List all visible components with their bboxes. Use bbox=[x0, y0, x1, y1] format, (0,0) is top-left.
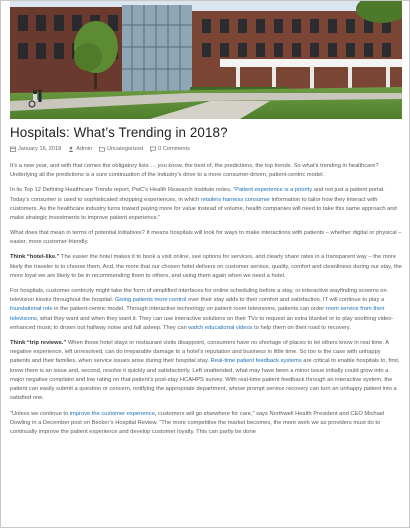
user-icon bbox=[68, 146, 74, 152]
paragraph-text: in the patient-centric model. Through interactive technology on patient room televisions, patients can order bbox=[52, 306, 326, 313]
paragraph-text: and not just a patient portal. Today’s consumer is used to sophisticated shopping experiences, in which bbox=[10, 187, 385, 203]
inline-link[interactable]: foundational role bbox=[10, 306, 53, 313]
inline-link[interactable]: Giving patients more control bbox=[114, 297, 187, 304]
post-date bbox=[10, 146, 61, 152]
section-lead: Think “hotel-like.” bbox=[10, 254, 60, 261]
calendar-icon bbox=[10, 146, 16, 152]
article-paragraph bbox=[10, 229, 402, 248]
paragraph-text: “Unless we continue to bbox=[10, 410, 70, 417]
article-paragraph bbox=[10, 339, 402, 404]
paragraph-text: , customers will go elsewhere for care,” says Northwell Health President and CEO Michael Dowling in a December post on Becker’s Hospital Review. “The more competitive the market becomes, the more work we as providers must do to continually improve the patient experience and develop customer loyalty. This can partly be done bbox=[10, 410, 385, 436]
hero-image bbox=[10, 1, 402, 119]
article-paragraph bbox=[10, 186, 402, 223]
paragraph-text: When those hotel stays or restaurant visits disappoint, consumers have no shortage of places to let others know in real time. A negative experience, left unresolved, can do irreparable damage to a hotel’s reputation and business in little time. So too is the case with unhappy patients and their families, when service issues arise during their hospital stay. bbox=[10, 339, 389, 365]
post-meta bbox=[10, 146, 197, 152]
article-paragraph bbox=[10, 287, 402, 333]
paragraph-text: In its Top 12 Defining Healthcare Trends report, PwC’s Health Research Institute notes, “ bbox=[10, 187, 236, 194]
paragraph-text: The easier the hotel makes it to book a visit online, see options for services, and clearly share rates in a transparent way – the more likely the traveler is to choose them. And, the more that our chosen hotel delivers on customer service, quality, comfort and cleanliness during our stay, the more loyal we are likely to be in recommending them to others, and using them again when we need a hotel. bbox=[10, 254, 402, 279]
post-category[interactable] bbox=[99, 146, 143, 152]
inline-link[interactable]: improve the customer experience bbox=[69, 410, 155, 417]
paragraph-text: to help them on their road to recovery. bbox=[252, 324, 351, 331]
article-body bbox=[10, 162, 402, 443]
comment-icon bbox=[150, 146, 156, 152]
article-title: Hospitals: What’s Trending in 2018? bbox=[10, 125, 228, 140]
paragraph-text: What does that mean in terms of potential initiatives? It means hospitals will look for ways to make interactions with patients – whether digital or physical – easier, more customer-friendly. bbox=[10, 230, 402, 246]
author-link[interactable]: Admin bbox=[76, 146, 93, 152]
inline-link[interactable]: watch educational videos bbox=[188, 324, 253, 331]
paragraph-text: , what they want and when they want it. They can use interactive solutions on their TVs to request an extra blanket or to play soothing video-enhanced music to drown out hallway noise and fall asleep. They can bbox=[10, 315, 394, 331]
inline-link[interactable]: Real-time patient feedback systems bbox=[210, 358, 302, 365]
paragraph-text: For hospitals, customer centricity might take the form of simplified interfaces for online scheduling before a stay, or interactive wayfinding screens on television kiosks throughout the hospital. bbox=[10, 287, 387, 304]
article-paragraph bbox=[10, 253, 402, 281]
category-link[interactable]: Uncategorized bbox=[107, 146, 144, 152]
article-paragraph bbox=[10, 410, 402, 438]
post-comments[interactable] bbox=[150, 146, 190, 152]
paragraph-text: information to tailor how they interact with customers. As the healthcare industry turns toward paying more for value instead of volume, health companies will need to take this same approach and make strategic investments to improve patient experience.” bbox=[10, 196, 397, 222]
paragraph-text: over their stay adds to their comfort and satisfaction. IT will continue to play a bbox=[186, 297, 385, 304]
post-author[interactable] bbox=[68, 146, 92, 152]
section-lead: Think “trip reviews.” bbox=[10, 339, 67, 346]
folder-icon bbox=[99, 146, 105, 152]
inline-link[interactable]: Patient experience is a priority bbox=[235, 187, 313, 194]
inline-link[interactable]: room service from their televisions bbox=[10, 306, 385, 322]
paragraph-text: It’s a new year, and with that comes the obligatory lists … you know, the best of, the predictions, the top trends. So what’s trending in healthcare? Underlying all the predictions is a sure continuation of the industry’s drive to a more consumer-driven, patient-centric model. bbox=[10, 163, 379, 179]
comments-link[interactable]: 0 Comments bbox=[158, 146, 190, 152]
post-date-text: January 16, 2018 bbox=[18, 146, 62, 152]
paragraph-text: are critical to enable hospitals to, first, know there is an issue and, second, resolve it quickly and satisfactorily. Left unattended, what may have been a minor issue initially could grow into a major negative complaint and low rating on that patient’s post-stay HCAHPS survey. With real-time patient feedback through an interactive system, the patient can easily submit a question or concern, notifying the appropriate department, whose prompt service recovery can turn an unhappy patient into a satisfied one. bbox=[10, 358, 400, 402]
article-paragraph bbox=[10, 162, 402, 181]
inline-link[interactable]: retailers harness consumer bbox=[200, 196, 271, 203]
